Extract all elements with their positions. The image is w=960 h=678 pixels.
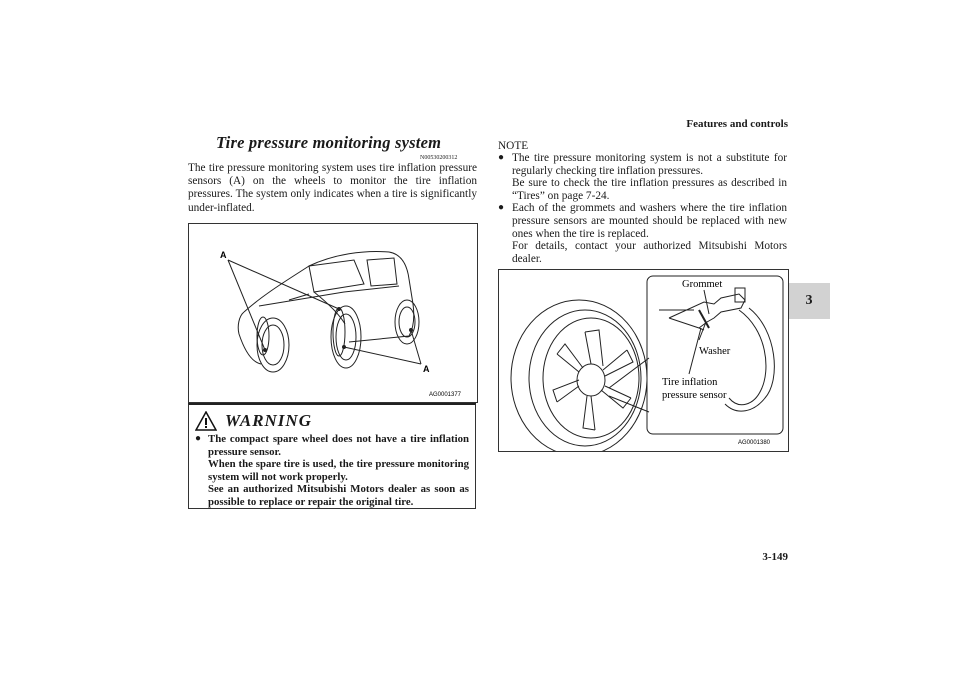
intro-paragraph: The tire pressure monitoring system uses tire inflation pressure sensors (A) on the wheels to monitor the tire inflation pressures. The system only indicates when a tire is significantly under-inflated. [188,162,477,214]
warning-item [195,433,469,508]
sensor-label-line2: pressure sensor [662,390,727,401]
washer-label: Washer [699,346,731,357]
car-illustration [189,224,477,402]
wheel-sensor-illustration [499,270,788,451]
warning-line: See an authorized Mitsubishi Motors dealer as soon as possible to replace or repair the original tire. [208,483,469,508]
warning-line: When the spare tire is used, the tire pressure monitoring system will not work properly. [208,458,469,483]
note-line: The tire pressure monitoring system is not a substitute for regularly checking tire inflation pressures. [512,152,787,177]
figure2-code: AG0001380 [737,440,771,446]
page-number: 3-149 [762,551,788,563]
bullet-icon: ● [195,433,202,444]
note-text [512,152,787,202]
running-header: Features and controls [686,118,788,130]
doc-code: N00530200312 [420,155,458,161]
note-line: Each of the grommets and washers where the tire inflation pressure sensors are mounted should be replaced with new ones when the tire is replaced. [512,202,787,240]
sensor-detail-figure [498,269,789,452]
warning-text [208,433,469,508]
figure1-code: AG0001377 [428,392,462,398]
note-line: For details, contact your authorized Mitsubishi Motors dealer. [512,240,787,265]
warning-triangle-icon [195,411,217,431]
note-item [498,152,787,202]
label-a-bottom: A [423,364,430,374]
note-item [498,202,787,265]
section-title: Tire pressure monitoring system [216,133,442,152]
grommet-label: Grommet [682,279,723,290]
bullet-icon: ● [498,202,505,214]
label-a-top: A [220,250,227,260]
note-line: Be sure to check the tire inflation pressures as described in “Tires” on page 7-24. [512,177,787,202]
car-sensor-figure [188,223,478,403]
note-text [512,202,787,265]
warning-line: The compact spare wheel does not have a tire inflation pressure sensor. [208,433,469,458]
warning-header [195,411,469,431]
sensor-label-line1: Tire inflation [662,377,718,388]
chapter-tab: 3 [788,283,830,319]
note-label: NOTE [498,140,529,152]
warning-label: WARNING [225,411,312,430]
warning-box [188,403,476,509]
bullet-icon: ● [498,152,505,163]
note-list [498,152,787,265]
